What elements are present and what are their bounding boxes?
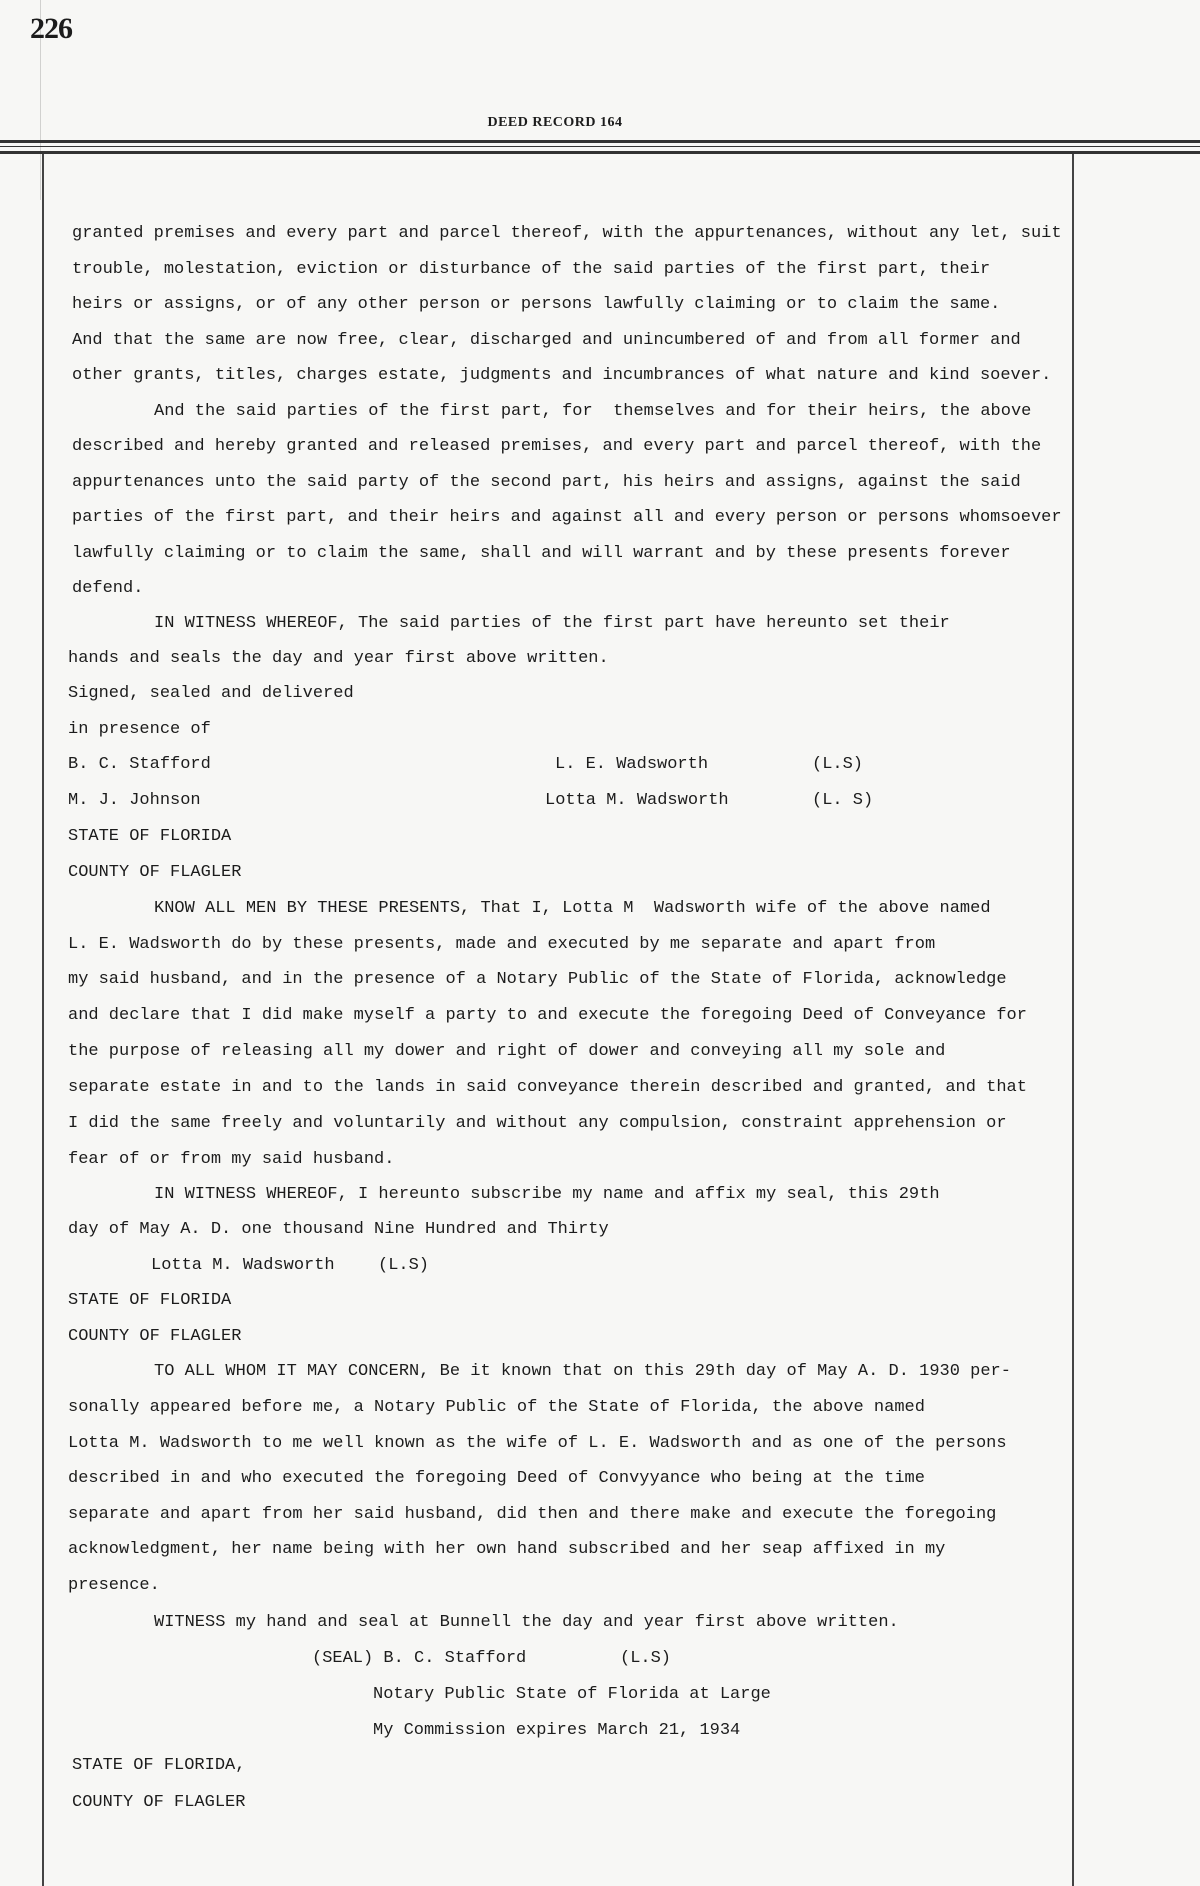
- text-line: WITNESS my hand and seal at Bunnell the day and year first above written.: [154, 1613, 899, 1632]
- grantor-signature: Lotta M. Wadsworth: [151, 1256, 335, 1275]
- seal-mark: (L. S): [812, 791, 874, 810]
- seal-mark: (L.S): [378, 1256, 430, 1275]
- notary-signature: (SEAL) B. C. Stafford: [312, 1649, 527, 1668]
- county-heading: COUNTY OF FLAGLER: [72, 1793, 246, 1812]
- text-line: fear of or from my said husband.: [68, 1150, 395, 1169]
- page-header-title: DEED RECORD 164: [487, 115, 623, 130]
- text-line: described in and who executed the foregoing Deed of Convyyance who being at the time: [68, 1469, 925, 1488]
- text-line: IN WITNESS WHEREOF, The said parties of the first part have hereunto set their: [154, 614, 950, 633]
- text-line: separate estate in and to the lands in said conveyance therein described and granted, and that: [68, 1078, 1027, 1097]
- text-line: And the said parties of the first part, for themselves and for their heirs, the above: [154, 402, 1032, 421]
- seal-mark: (L.S): [812, 755, 864, 774]
- text-line: day of May A. D. one thousand Nine Hundred and Thirty: [68, 1220, 609, 1239]
- text-line: sonally appeared before me, a Notary Public of the State of Florida, the above named: [68, 1398, 925, 1417]
- text-line: described and hereby granted and released premises, and every part and parcel thereof, with the: [72, 437, 1042, 456]
- notary-title: Notary Public State of Florida at Large: [373, 1685, 771, 1704]
- state-heading: STATE OF FLORIDA: [68, 827, 232, 846]
- text-line: the purpose of releasing all my dower and right of dower and conveying all my sole and: [68, 1042, 946, 1061]
- witness-signature: B. C. Stafford: [68, 755, 211, 774]
- text-line: hands and seals the day and year first above written.: [68, 649, 609, 668]
- text-line: defend.: [72, 579, 144, 598]
- state-heading: STATE OF FLORIDA,: [72, 1756, 246, 1775]
- county-heading: COUNTY OF FLAGLER: [68, 1327, 242, 1346]
- text-line: lawfully claiming or to claim the same, shall and will warrant and by these presents forever: [72, 544, 1011, 563]
- text-line: L. E. Wadsworth do by these presents, made and executed by me separate and apart from: [68, 935, 936, 954]
- text-line: and declare that I did make myself a party to and execute the foregoing Deed of Conveyance for: [68, 1006, 1027, 1025]
- witness-signature: M. J. Johnson: [68, 791, 201, 810]
- seal-mark: (L.S): [620, 1649, 672, 1668]
- text-line: KNOW ALL MEN BY THESE PRESENTS, That I, Lotta M Wadsworth wife of the above named: [154, 899, 991, 918]
- text-line: Lotta M. Wadsworth to me well known as the wife of L. E. Wadsworth and as one of the persons: [68, 1434, 1007, 1453]
- text-line: granted premises and every part and parcel thereof, with the appurtenances, without any let, suit: [72, 224, 1062, 243]
- state-heading: STATE OF FLORIDA: [68, 1291, 232, 1310]
- text-line: my said husband, and in the presence of a Notary Public of the State of Florida, acknowledge: [68, 970, 1007, 989]
- text-line: in presence of: [68, 720, 211, 739]
- text-line: other grants, titles, charges estate, judgments and incumbrances of what nature and kind soever.: [72, 366, 1052, 385]
- text-line: And that the same are now free, clear, discharged and unincumbered of and from all former and: [72, 331, 1021, 350]
- text-line: presence.: [68, 1576, 160, 1595]
- text-line: IN WITNESS WHEREOF, I hereunto subscribe my name and affix my seal, this 29th: [154, 1185, 940, 1204]
- text-line: parties of the first part, and their heirs and against all and every person or persons whomsoever: [72, 508, 1062, 527]
- text-line: heirs or assigns, or of any other person or persons lawfully claiming or to claim the same.: [72, 295, 1001, 314]
- text-line: TO ALL WHOM IT MAY CONCERN, Be it known that on this 29th day of May A. D. 1930 per-: [154, 1362, 1011, 1381]
- text-line: I did the same freely and voluntarily and without any compulsion, constraint apprehension or: [68, 1114, 1007, 1133]
- text-line: trouble, molestation, eviction or disturbance of the said parties of the first part, their: [72, 260, 991, 279]
- commission-expiry: My Commission expires March 21, 1934: [373, 1721, 741, 1740]
- text-line: Signed, sealed and delivered: [68, 684, 354, 703]
- text-line: separate and apart from her said husband, did then and there make and execute the foregoing: [68, 1505, 997, 1524]
- page-number: 226: [30, 12, 72, 45]
- county-heading: COUNTY OF FLAGLER: [68, 863, 242, 882]
- text-line: acknowledgment, her name being with her own hand subscribed and her seap affixed in my: [68, 1540, 946, 1559]
- text-line: appurtenances unto the said party of the second part, his heirs and assigns, against the said: [72, 473, 1021, 492]
- grantor-signature: L. E. Wadsworth: [555, 755, 709, 774]
- grantor-signature: Lotta M. Wadsworth: [545, 791, 729, 810]
